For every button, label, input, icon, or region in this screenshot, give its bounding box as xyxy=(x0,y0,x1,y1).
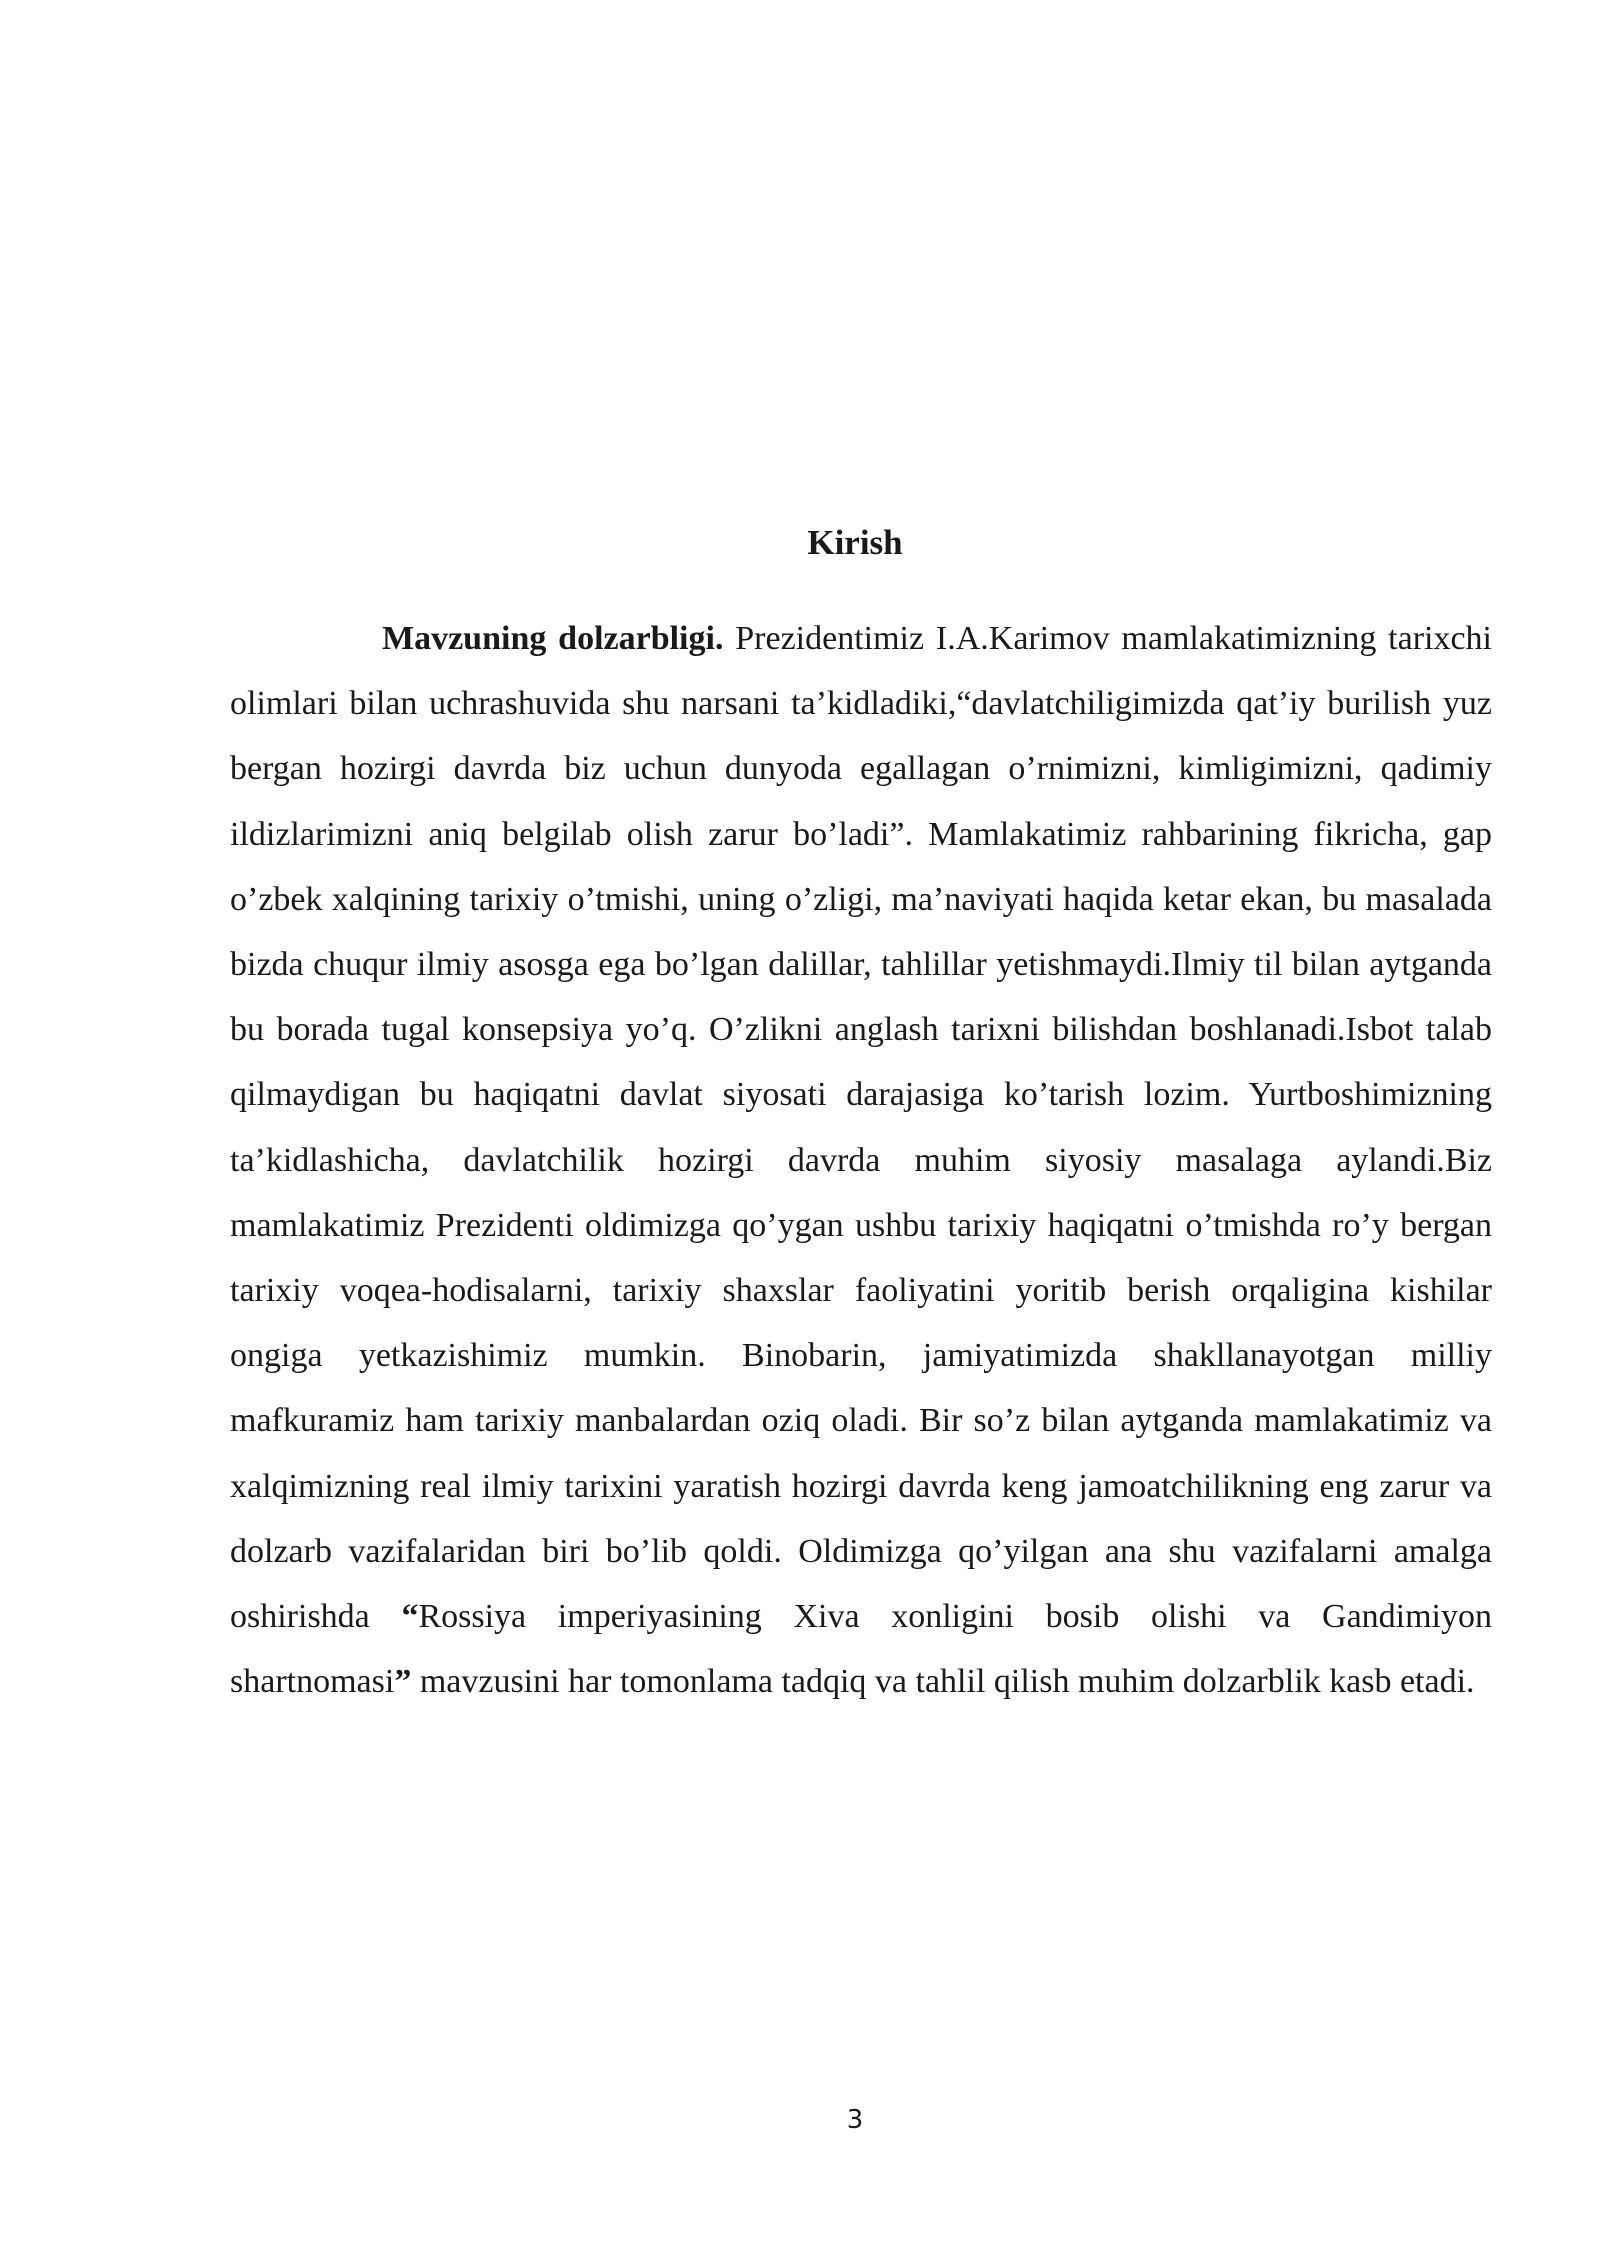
paragraph-lead: Mavzuning dolzarbligi. xyxy=(382,620,724,657)
quote-open-mark: “ xyxy=(401,1598,419,1636)
paragraph-text-part1: Prezidentimiz I.A.Karimov mamlakatimizning tarixchi olimlari bilan uchrashuvida shu narsani ta’kidladiki,“davlatchiligimizda qat’iy burilish yuz bergan hozirgi davrda biz uchun dunyoda egallagan o’rnimizni, kimligimizni, qadimiy ildizlarimizni aniq belgilab olish zarur bo’ladi”. Mamlakatimiz rahbarining fikricha, gap o’zbek xalqining tarixiy o’tmishi, uning o’zligi, ma’naviyati haqida ketar ekan, bu masalada bizda chuqur ilmiy asosga ega bo’lgan dalillar, tahlillar yetishmaydi.Ilmiy til bilan aytganda bu borada tugal konsepsiya yo’q. O’zlikni anglash tarixni bilishdan boshlanadi.Isbot talab qilmaydigan bu haqiqatni davlat siyosati darajasiga ko’tarish lozim. Yurtboshimizning ta’kidlashicha, davlatchilik hozirgi davrda muhim siyosiy masalaga aylandi.Biz mamlakatimiz Prezidenti oldimizga qo’ygan ushbu tarixiy haqiqatni o’tmishda ro’y bergan tarixiy voqea-hodisalarni, tarixiy shaxslar faoliyatini yoritib berish orqaligina kishilar ongiga yetkazishimiz mumkin. Binobarin, jamiyatimizda shakllanayotgan milliy mafkuramiz ham tarixiy manbalardan oziq oladi. Bir so’z bilan aytganda mamlakatimiz va xalqimizning real ilmiy tarixini yaratish hozirgi davrda keng jamoatchilikning eng zarur va dolzarb vazifalaridan biri bo’lib qoldi. Oldimizga qo’yilgan ana shu vazifalarni amalga oshirishda xyxy=(230,620,1493,1636)
quoted-topic-title: Rossiya imperiyasining Xiva xonligini bosib olishi va Gandimiyon shartnomasi xyxy=(230,1598,1492,1701)
paragraph-text-part2: mavzusini har tomonlama tadqiq va tahlil qilish muhim dolzarblik kasb etadi. xyxy=(411,1663,1475,1701)
quote-close-mark: ” xyxy=(394,1663,412,1701)
body-paragraph xyxy=(230,606,1492,1714)
page-number: 3 xyxy=(846,2105,864,2135)
section-heading: Kirish xyxy=(807,523,903,562)
